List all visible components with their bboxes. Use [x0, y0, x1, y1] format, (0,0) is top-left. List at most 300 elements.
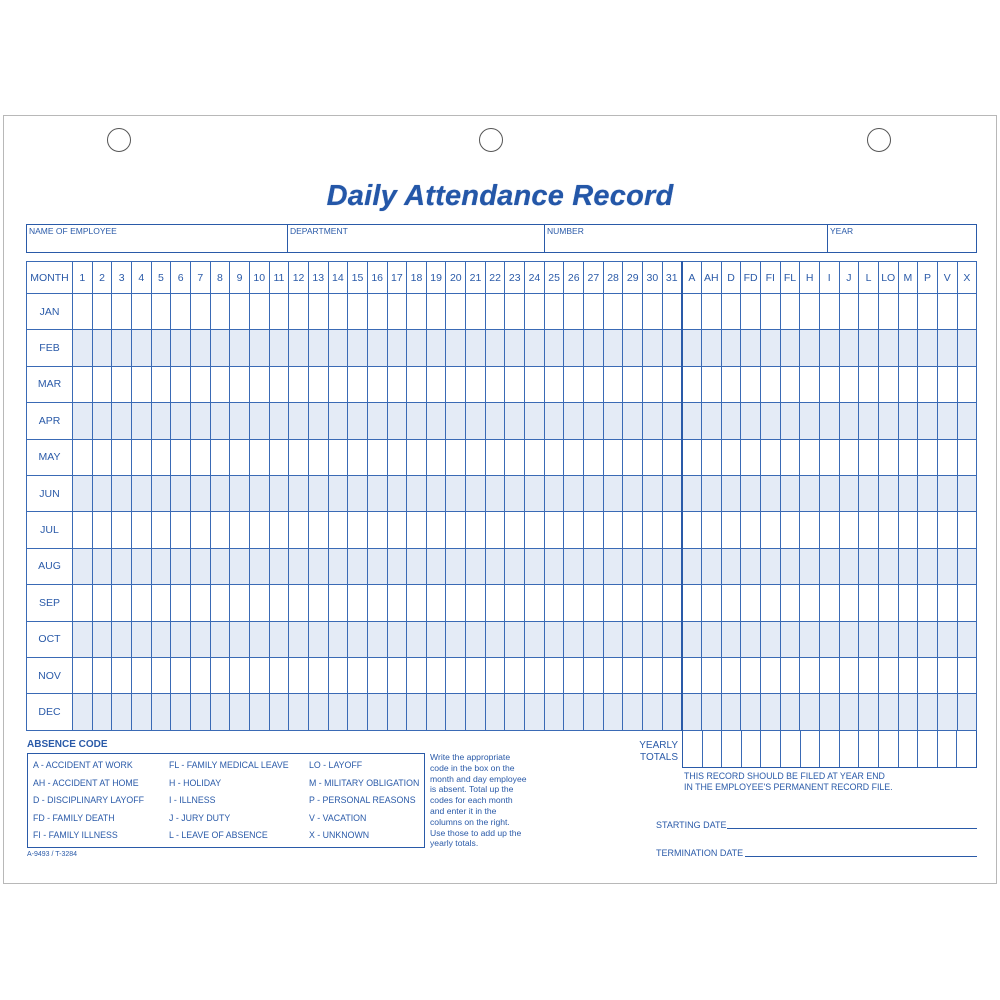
code-total-cell[interactable]: [702, 512, 722, 548]
day-cell[interactable]: [505, 439, 525, 475]
day-cell[interactable]: [623, 585, 643, 621]
day-cell[interactable]: [564, 585, 584, 621]
day-cell[interactable]: [308, 694, 328, 730]
day-cell[interactable]: [73, 475, 93, 511]
day-cell[interactable]: [485, 621, 505, 657]
day-cell[interactable]: [328, 512, 348, 548]
day-cell[interactable]: [662, 694, 682, 730]
day-cell[interactable]: [210, 657, 230, 693]
code-total-cell[interactable]: [741, 403, 761, 439]
code-total-cell[interactable]: [741, 585, 761, 621]
code-total-cell[interactable]: [898, 330, 918, 366]
code-total-cell[interactable]: [741, 657, 761, 693]
day-cell[interactable]: [92, 366, 112, 402]
code-total-cell[interactable]: [741, 548, 761, 584]
code-total-cell[interactable]: [918, 475, 938, 511]
yearly-total-cell[interactable]: [858, 731, 878, 767]
day-cell[interactable]: [112, 694, 132, 730]
day-cell[interactable]: [603, 330, 623, 366]
code-total-cell[interactable]: [741, 439, 761, 475]
day-cell[interactable]: [446, 366, 466, 402]
day-cell[interactable]: [289, 403, 309, 439]
day-cell[interactable]: [623, 439, 643, 475]
day-cell[interactable]: [190, 475, 210, 511]
code-total-cell[interactable]: [741, 294, 761, 330]
code-total-cell[interactable]: [898, 403, 918, 439]
day-cell[interactable]: [289, 475, 309, 511]
day-cell[interactable]: [269, 694, 289, 730]
day-cell[interactable]: [367, 439, 387, 475]
day-cell[interactable]: [73, 366, 93, 402]
day-cell[interactable]: [387, 512, 407, 548]
day-cell[interactable]: [73, 403, 93, 439]
day-cell[interactable]: [348, 694, 368, 730]
day-cell[interactable]: [348, 657, 368, 693]
code-total-cell[interactable]: [682, 621, 702, 657]
day-cell[interactable]: [348, 330, 368, 366]
code-total-cell[interactable]: [819, 330, 839, 366]
day-cell[interactable]: [544, 366, 564, 402]
day-cell[interactable]: [190, 439, 210, 475]
day-cell[interactable]: [190, 694, 210, 730]
code-total-cell[interactable]: [839, 403, 859, 439]
day-cell[interactable]: [230, 657, 250, 693]
code-total-cell[interactable]: [800, 330, 820, 366]
day-cell[interactable]: [92, 439, 112, 475]
day-cell[interactable]: [73, 294, 93, 330]
day-cell[interactable]: [387, 366, 407, 402]
day-cell[interactable]: [584, 366, 604, 402]
day-cell[interactable]: [151, 512, 171, 548]
day-cell[interactable]: [407, 585, 427, 621]
day-cell[interactable]: [151, 548, 171, 584]
day-cell[interactable]: [92, 330, 112, 366]
day-cell[interactable]: [603, 512, 623, 548]
code-total-cell[interactable]: [918, 366, 938, 402]
day-cell[interactable]: [426, 621, 446, 657]
code-total-cell[interactable]: [741, 475, 761, 511]
day-cell[interactable]: [407, 366, 427, 402]
day-cell[interactable]: [525, 366, 545, 402]
code-total-cell[interactable]: [918, 548, 938, 584]
day-cell[interactable]: [623, 621, 643, 657]
day-cell[interactable]: [249, 439, 269, 475]
day-cell[interactable]: [249, 366, 269, 402]
yearly-total-cell[interactable]: [839, 731, 859, 767]
day-cell[interactable]: [623, 330, 643, 366]
code-total-cell[interactable]: [918, 512, 938, 548]
day-cell[interactable]: [387, 330, 407, 366]
code-total-cell[interactable]: [878, 512, 898, 548]
code-total-cell[interactable]: [918, 694, 938, 730]
code-total-cell[interactable]: [702, 366, 722, 402]
day-cell[interactable]: [308, 294, 328, 330]
code-total-cell[interactable]: [760, 330, 780, 366]
code-total-cell[interactable]: [898, 512, 918, 548]
code-total-cell[interactable]: [957, 403, 977, 439]
day-cell[interactable]: [505, 294, 525, 330]
code-total-cell[interactable]: [819, 694, 839, 730]
code-total-cell[interactable]: [859, 294, 879, 330]
day-cell[interactable]: [131, 512, 151, 548]
code-total-cell[interactable]: [878, 366, 898, 402]
day-cell[interactable]: [662, 330, 682, 366]
day-cell[interactable]: [466, 657, 486, 693]
code-total-cell[interactable]: [937, 512, 957, 548]
day-cell[interactable]: [603, 585, 623, 621]
code-total-cell[interactable]: [741, 366, 761, 402]
day-cell[interactable]: [131, 439, 151, 475]
day-cell[interactable]: [112, 621, 132, 657]
code-total-cell[interactable]: [937, 657, 957, 693]
day-cell[interactable]: [308, 475, 328, 511]
day-cell[interactable]: [348, 512, 368, 548]
code-total-cell[interactable]: [859, 694, 879, 730]
day-cell[interactable]: [308, 330, 328, 366]
day-cell[interactable]: [92, 512, 112, 548]
day-cell[interactable]: [269, 621, 289, 657]
day-cell[interactable]: [603, 366, 623, 402]
day-cell[interactable]: [73, 694, 93, 730]
code-total-cell[interactable]: [819, 366, 839, 402]
day-cell[interactable]: [230, 439, 250, 475]
code-total-cell[interactable]: [702, 694, 722, 730]
code-total-cell[interactable]: [721, 294, 741, 330]
day-cell[interactable]: [505, 621, 525, 657]
day-cell[interactable]: [92, 294, 112, 330]
day-cell[interactable]: [269, 403, 289, 439]
day-cell[interactable]: [348, 475, 368, 511]
day-cell[interactable]: [466, 512, 486, 548]
code-total-cell[interactable]: [859, 475, 879, 511]
day-cell[interactable]: [171, 694, 191, 730]
yearly-total-cell[interactable]: [702, 731, 722, 767]
code-total-cell[interactable]: [859, 621, 879, 657]
code-total-cell[interactable]: [839, 657, 859, 693]
day-cell[interactable]: [407, 621, 427, 657]
day-cell[interactable]: [584, 548, 604, 584]
code-total-cell[interactable]: [760, 403, 780, 439]
code-total-cell[interactable]: [937, 585, 957, 621]
day-cell[interactable]: [249, 512, 269, 548]
day-cell[interactable]: [112, 366, 132, 402]
day-cell[interactable]: [564, 439, 584, 475]
day-cell[interactable]: [426, 475, 446, 511]
code-total-cell[interactable]: [741, 621, 761, 657]
code-total-cell[interactable]: [682, 657, 702, 693]
day-cell[interactable]: [525, 621, 545, 657]
day-cell[interactable]: [131, 294, 151, 330]
code-total-cell[interactable]: [721, 585, 741, 621]
yearly-total-cell[interactable]: [819, 731, 839, 767]
code-total-cell[interactable]: [918, 403, 938, 439]
day-cell[interactable]: [210, 294, 230, 330]
day-cell[interactable]: [643, 657, 663, 693]
code-total-cell[interactable]: [800, 294, 820, 330]
day-cell[interactable]: [544, 330, 564, 366]
code-total-cell[interactable]: [780, 621, 800, 657]
day-cell[interactable]: [485, 366, 505, 402]
day-cell[interactable]: [112, 330, 132, 366]
code-total-cell[interactable]: [800, 657, 820, 693]
code-total-cell[interactable]: [839, 294, 859, 330]
code-total-cell[interactable]: [780, 294, 800, 330]
code-total-cell[interactable]: [859, 366, 879, 402]
day-cell[interactable]: [308, 512, 328, 548]
code-total-cell[interactable]: [918, 294, 938, 330]
day-cell[interactable]: [446, 475, 466, 511]
day-cell[interactable]: [446, 657, 466, 693]
day-cell[interactable]: [584, 475, 604, 511]
day-cell[interactable]: [367, 403, 387, 439]
day-cell[interactable]: [584, 403, 604, 439]
day-cell[interactable]: [544, 475, 564, 511]
code-total-cell[interactable]: [957, 657, 977, 693]
day-cell[interactable]: [190, 621, 210, 657]
code-total-cell[interactable]: [918, 439, 938, 475]
code-total-cell[interactable]: [839, 366, 859, 402]
day-cell[interactable]: [367, 585, 387, 621]
day-cell[interactable]: [485, 294, 505, 330]
code-total-cell[interactable]: [780, 366, 800, 402]
code-total-cell[interactable]: [859, 403, 879, 439]
day-cell[interactable]: [544, 694, 564, 730]
code-total-cell[interactable]: [682, 294, 702, 330]
day-cell[interactable]: [505, 330, 525, 366]
day-cell[interactable]: [210, 548, 230, 584]
day-cell[interactable]: [328, 548, 348, 584]
day-cell[interactable]: [328, 439, 348, 475]
day-cell[interactable]: [367, 621, 387, 657]
day-cell[interactable]: [643, 439, 663, 475]
code-total-cell[interactable]: [702, 621, 722, 657]
day-cell[interactable]: [426, 512, 446, 548]
day-cell[interactable]: [190, 330, 210, 366]
code-total-cell[interactable]: [682, 548, 702, 584]
code-total-cell[interactable]: [839, 585, 859, 621]
day-cell[interactable]: [230, 330, 250, 366]
day-cell[interactable]: [643, 366, 663, 402]
code-total-cell[interactable]: [702, 475, 722, 511]
day-cell[interactable]: [289, 585, 309, 621]
day-cell[interactable]: [564, 475, 584, 511]
day-cell[interactable]: [249, 694, 269, 730]
day-cell[interactable]: [466, 403, 486, 439]
yearly-total-cell[interactable]: [917, 731, 937, 767]
day-cell[interactable]: [584, 439, 604, 475]
day-cell[interactable]: [308, 585, 328, 621]
day-cell[interactable]: [73, 621, 93, 657]
day-cell[interactable]: [249, 548, 269, 584]
day-cell[interactable]: [210, 512, 230, 548]
day-cell[interactable]: [446, 439, 466, 475]
day-cell[interactable]: [171, 403, 191, 439]
day-cell[interactable]: [73, 548, 93, 584]
day-cell[interactable]: [623, 694, 643, 730]
code-total-cell[interactable]: [957, 621, 977, 657]
code-total-cell[interactable]: [878, 621, 898, 657]
code-total-cell[interactable]: [702, 585, 722, 621]
code-total-cell[interactable]: [859, 657, 879, 693]
day-cell[interactable]: [426, 657, 446, 693]
day-cell[interactable]: [662, 621, 682, 657]
day-cell[interactable]: [328, 366, 348, 402]
day-cell[interactable]: [112, 585, 132, 621]
code-total-cell[interactable]: [937, 621, 957, 657]
day-cell[interactable]: [131, 403, 151, 439]
day-cell[interactable]: [249, 403, 269, 439]
day-cell[interactable]: [485, 512, 505, 548]
code-total-cell[interactable]: [878, 403, 898, 439]
day-cell[interactable]: [662, 585, 682, 621]
termination-date-line[interactable]: [745, 856, 977, 857]
day-cell[interactable]: [426, 366, 446, 402]
day-cell[interactable]: [525, 475, 545, 511]
code-total-cell[interactable]: [702, 439, 722, 475]
day-cell[interactable]: [387, 657, 407, 693]
day-cell[interactable]: [269, 330, 289, 366]
day-cell[interactable]: [249, 657, 269, 693]
day-cell[interactable]: [308, 403, 328, 439]
day-cell[interactable]: [249, 294, 269, 330]
day-cell[interactable]: [662, 294, 682, 330]
day-cell[interactable]: [544, 294, 564, 330]
day-cell[interactable]: [623, 366, 643, 402]
day-cell[interactable]: [426, 548, 446, 584]
day-cell[interactable]: [643, 621, 663, 657]
yearly-total-cell[interactable]: [800, 731, 820, 767]
day-cell[interactable]: [230, 475, 250, 511]
day-cell[interactable]: [505, 512, 525, 548]
day-cell[interactable]: [308, 657, 328, 693]
code-total-cell[interactable]: [780, 439, 800, 475]
code-total-cell[interactable]: [721, 512, 741, 548]
code-total-cell[interactable]: [819, 294, 839, 330]
day-cell[interactable]: [505, 403, 525, 439]
day-cell[interactable]: [466, 585, 486, 621]
day-cell[interactable]: [131, 585, 151, 621]
yearly-total-cell[interactable]: [683, 731, 702, 767]
code-total-cell[interactable]: [682, 694, 702, 730]
code-total-cell[interactable]: [898, 294, 918, 330]
day-cell[interactable]: [367, 694, 387, 730]
code-total-cell[interactable]: [721, 330, 741, 366]
day-cell[interactable]: [525, 403, 545, 439]
day-cell[interactable]: [544, 657, 564, 693]
code-total-cell[interactable]: [721, 621, 741, 657]
day-cell[interactable]: [92, 585, 112, 621]
day-cell[interactable]: [112, 657, 132, 693]
day-cell[interactable]: [92, 621, 112, 657]
day-cell[interactable]: [112, 548, 132, 584]
yearly-total-cell[interactable]: [898, 731, 918, 767]
day-cell[interactable]: [584, 512, 604, 548]
day-cell[interactable]: [426, 294, 446, 330]
day-cell[interactable]: [73, 439, 93, 475]
day-cell[interactable]: [662, 548, 682, 584]
day-cell[interactable]: [289, 621, 309, 657]
code-total-cell[interactable]: [878, 585, 898, 621]
code-total-cell[interactable]: [780, 694, 800, 730]
day-cell[interactable]: [269, 366, 289, 402]
day-cell[interactable]: [623, 657, 643, 693]
day-cell[interactable]: [662, 657, 682, 693]
day-cell[interactable]: [643, 475, 663, 511]
day-cell[interactable]: [466, 366, 486, 402]
code-total-cell[interactable]: [839, 548, 859, 584]
day-cell[interactable]: [73, 657, 93, 693]
day-cell[interactable]: [525, 548, 545, 584]
day-cell[interactable]: [210, 585, 230, 621]
day-cell[interactable]: [544, 512, 564, 548]
day-cell[interactable]: [269, 475, 289, 511]
code-total-cell[interactable]: [918, 585, 938, 621]
day-cell[interactable]: [131, 694, 151, 730]
yearly-total-cell[interactable]: [937, 731, 957, 767]
day-cell[interactable]: [426, 694, 446, 730]
code-total-cell[interactable]: [839, 439, 859, 475]
day-cell[interactable]: [367, 548, 387, 584]
day-cell[interactable]: [426, 403, 446, 439]
code-total-cell[interactable]: [819, 512, 839, 548]
day-cell[interactable]: [564, 403, 584, 439]
day-cell[interactable]: [603, 403, 623, 439]
day-cell[interactable]: [269, 548, 289, 584]
day-cell[interactable]: [92, 475, 112, 511]
day-cell[interactable]: [564, 330, 584, 366]
yearly-total-cell[interactable]: [878, 731, 898, 767]
day-cell[interactable]: [230, 694, 250, 730]
day-cell[interactable]: [190, 512, 210, 548]
code-total-cell[interactable]: [937, 366, 957, 402]
day-cell[interactable]: [151, 621, 171, 657]
day-cell[interactable]: [446, 694, 466, 730]
day-cell[interactable]: [623, 475, 643, 511]
day-cell[interactable]: [544, 548, 564, 584]
code-total-cell[interactable]: [702, 403, 722, 439]
day-cell[interactable]: [210, 366, 230, 402]
day-cell[interactable]: [151, 330, 171, 366]
code-total-cell[interactable]: [839, 475, 859, 511]
day-cell[interactable]: [73, 330, 93, 366]
day-cell[interactable]: [564, 366, 584, 402]
day-cell[interactable]: [269, 585, 289, 621]
day-cell[interactable]: [643, 330, 663, 366]
code-total-cell[interactable]: [898, 475, 918, 511]
code-total-cell[interactable]: [760, 621, 780, 657]
day-cell[interactable]: [426, 585, 446, 621]
day-cell[interactable]: [171, 294, 191, 330]
day-cell[interactable]: [407, 294, 427, 330]
day-cell[interactable]: [230, 548, 250, 584]
code-total-cell[interactable]: [780, 330, 800, 366]
day-cell[interactable]: [151, 694, 171, 730]
day-cell[interactable]: [564, 621, 584, 657]
day-cell[interactable]: [387, 439, 407, 475]
day-cell[interactable]: [407, 657, 427, 693]
day-cell[interactable]: [328, 294, 348, 330]
code-total-cell[interactable]: [760, 548, 780, 584]
day-cell[interactable]: [210, 694, 230, 730]
day-cell[interactable]: [249, 585, 269, 621]
code-total-cell[interactable]: [741, 512, 761, 548]
day-cell[interactable]: [171, 366, 191, 402]
day-cell[interactable]: [328, 330, 348, 366]
day-cell[interactable]: [446, 512, 466, 548]
code-total-cell[interactable]: [800, 512, 820, 548]
code-total-cell[interactable]: [878, 694, 898, 730]
day-cell[interactable]: [151, 366, 171, 402]
